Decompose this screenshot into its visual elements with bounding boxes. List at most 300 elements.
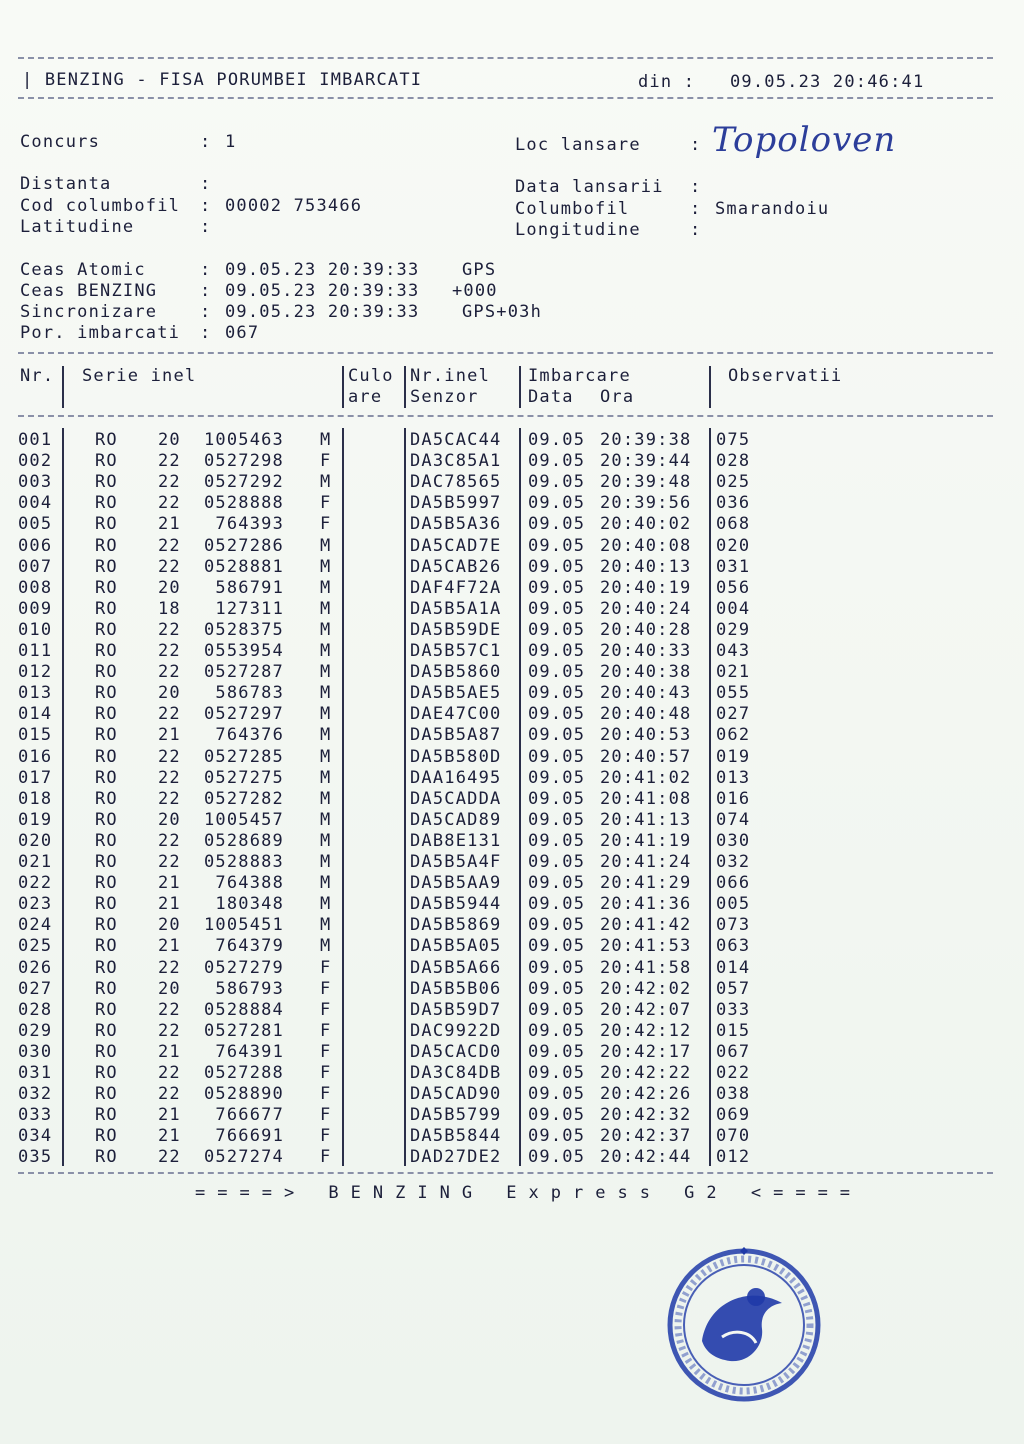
divider-top xyxy=(18,57,993,59)
sensor-ring-id: DAF4F72A xyxy=(410,577,502,598)
sex: M xyxy=(320,788,332,809)
header-culoare-1: Culo xyxy=(348,366,394,386)
table-row xyxy=(18,958,758,979)
embark-time: 20:42:37 xyxy=(600,1126,692,1147)
ceas-benzing-sep: : xyxy=(200,281,212,301)
embark-date: 09.05 xyxy=(528,451,586,472)
table-row xyxy=(18,683,758,704)
ring-number: 1005451 xyxy=(203,915,284,936)
sex: F xyxy=(320,1041,332,1062)
observation: 062 xyxy=(716,725,751,746)
sex: F xyxy=(320,1084,332,1105)
ring-year: 22 xyxy=(158,788,181,809)
embark-date: 09.05 xyxy=(528,852,586,872)
sensor-ring-id: DA5B5944 xyxy=(410,894,502,915)
ceas-atomic-label: Ceas Atomic xyxy=(20,260,146,280)
ring-number: 0528881 xyxy=(203,556,284,577)
ring-year: 21 xyxy=(158,1105,181,1126)
observation: 030 xyxy=(716,830,751,851)
observation: 063 xyxy=(716,936,751,957)
observation: 043 xyxy=(716,641,751,661)
row-nr: 005 xyxy=(18,514,53,535)
ring-number: 766691 xyxy=(215,1126,284,1147)
observation: 014 xyxy=(716,957,751,978)
sex: F xyxy=(320,1126,332,1147)
ring-number: 764391 xyxy=(215,1041,284,1062)
sensor-ring-id: DA5B5A66 xyxy=(410,957,502,978)
row-nr: 015 xyxy=(18,725,53,746)
ring-year: 20 xyxy=(158,577,181,598)
embark-time: 20:39:44 xyxy=(600,451,692,472)
header-observatii: Observatii xyxy=(728,366,843,386)
observation: 019 xyxy=(716,746,751,767)
header-sep-4 xyxy=(519,366,521,408)
embark-date: 09.05 xyxy=(528,830,586,851)
ceas-atomic-extra: GPS xyxy=(462,260,497,280)
table-row xyxy=(18,514,758,535)
embark-time: 20:41:29 xyxy=(600,873,692,894)
observation: 066 xyxy=(716,873,751,894)
table-row xyxy=(18,894,758,915)
embark-date: 09.05 xyxy=(528,915,586,936)
header-senzor: Senzor xyxy=(410,387,479,407)
embark-time: 20:41:42 xyxy=(600,915,692,936)
ring-country: RO xyxy=(95,556,118,577)
sex: M xyxy=(320,936,332,957)
porumbei-imbarcati-label: Por. imbarcati xyxy=(20,323,181,343)
ring-year: 21 xyxy=(158,873,181,894)
sensor-ring-id: DAA16495 xyxy=(410,767,502,788)
table-row xyxy=(18,599,758,620)
observation: 055 xyxy=(716,683,751,704)
ring-year: 22 xyxy=(158,1020,181,1041)
header-imbarcare: Imbarcare xyxy=(528,366,631,386)
ring-number: 0528890 xyxy=(203,1084,284,1105)
ring-country: RO xyxy=(95,852,118,872)
ring-year: 20 xyxy=(158,978,181,999)
table-row xyxy=(18,1042,758,1063)
sex: F xyxy=(320,999,332,1020)
ring-year: 21 xyxy=(158,725,181,746)
sex: F xyxy=(320,957,332,978)
sensor-ring-id: DAE47C00 xyxy=(410,704,502,725)
ring-number: 0527275 xyxy=(203,767,284,788)
ring-number: 586793 xyxy=(215,978,284,999)
observation: 020 xyxy=(716,535,751,556)
row-nr: 012 xyxy=(18,662,53,683)
embark-date: 09.05 xyxy=(528,957,586,978)
row-nr: 035 xyxy=(18,1147,53,1168)
sensor-ring-id: DA5CAC44 xyxy=(410,430,502,450)
observation: 015 xyxy=(716,1020,751,1041)
embark-date: 09.05 xyxy=(528,788,586,809)
ring-country: RO xyxy=(95,535,118,556)
observation: 022 xyxy=(716,1063,751,1083)
ring-number: 0528689 xyxy=(203,830,284,851)
ring-country: RO xyxy=(95,1147,118,1168)
sex: M xyxy=(320,619,332,640)
embark-date: 09.05 xyxy=(528,999,586,1020)
ring-year: 22 xyxy=(158,830,181,851)
embark-time: 20:42:26 xyxy=(600,1084,692,1105)
table-row xyxy=(18,810,758,831)
sex: M xyxy=(320,852,332,872)
row-nr: 023 xyxy=(18,894,53,915)
row-nr: 030 xyxy=(18,1041,53,1062)
observation: 067 xyxy=(716,1041,751,1062)
ring-year: 22 xyxy=(158,767,181,788)
loc-lansare-handwritten: Topoloven xyxy=(712,120,897,160)
sex: M xyxy=(320,830,332,851)
loc-lansare-sep: : xyxy=(690,135,702,155)
embark-date: 09.05 xyxy=(528,662,586,683)
table-row xyxy=(18,472,758,493)
ring-year: 18 xyxy=(158,598,181,619)
sensor-ring-id: DA3C84DB xyxy=(410,1063,502,1083)
sex: M xyxy=(320,535,332,556)
sex: F xyxy=(320,1063,332,1083)
sex: M xyxy=(320,430,332,450)
ring-country: RO xyxy=(95,915,118,936)
porumbei-imbarcati-sep: : xyxy=(200,323,212,343)
row-nr: 006 xyxy=(18,535,53,556)
ring-year: 22 xyxy=(158,1084,181,1105)
table-row xyxy=(18,536,758,557)
ring-year: 21 xyxy=(158,1041,181,1062)
sensor-ring-id: DAC9922D xyxy=(410,1020,502,1041)
table-row xyxy=(18,915,758,936)
embark-time: 20:40:48 xyxy=(600,704,692,725)
ring-country: RO xyxy=(95,894,118,915)
ring-number: 0527281 xyxy=(203,1020,284,1041)
row-nr: 027 xyxy=(18,978,53,999)
embark-date: 09.05 xyxy=(528,535,586,556)
sensor-ring-id: DA5B5997 xyxy=(410,493,502,514)
ring-country: RO xyxy=(95,936,118,957)
table-row xyxy=(18,725,758,746)
ring-country: RO xyxy=(95,662,118,683)
sex: M xyxy=(320,641,332,661)
row-nr: 025 xyxy=(18,936,53,957)
sensor-ring-id: DA5B5A36 xyxy=(410,514,502,535)
header-sep-1 xyxy=(62,366,64,408)
ring-country: RO xyxy=(95,493,118,514)
sensor-ring-id: DA3C85A1 xyxy=(410,451,502,472)
table-row xyxy=(18,789,758,810)
row-nr: 007 xyxy=(18,556,53,577)
observation: 025 xyxy=(716,472,751,493)
embark-date: 09.05 xyxy=(528,1126,586,1147)
embark-time: 20:41:24 xyxy=(600,852,692,872)
embark-time: 20:39:38 xyxy=(600,430,692,450)
embark-date: 09.05 xyxy=(528,514,586,535)
ring-country: RO xyxy=(95,725,118,746)
ring-country: RO xyxy=(95,746,118,767)
ring-country: RO xyxy=(95,873,118,894)
header-ora: Ora xyxy=(600,387,635,407)
ring-country: RO xyxy=(95,999,118,1020)
ring-country: RO xyxy=(95,809,118,830)
table-row xyxy=(18,979,758,1000)
embark-date: 09.05 xyxy=(528,1147,586,1168)
sensor-ring-id: DA5B580D xyxy=(410,746,502,767)
ring-number: 0527279 xyxy=(203,957,284,978)
row-nr: 032 xyxy=(18,1084,53,1105)
embark-time: 20:40:57 xyxy=(600,746,692,767)
table-row xyxy=(18,557,758,578)
sensor-ring-id: DA5B5B06 xyxy=(410,978,502,999)
table-row xyxy=(18,1000,758,1021)
sex: F xyxy=(320,1105,332,1126)
ring-country: RO xyxy=(95,641,118,661)
observation: 074 xyxy=(716,809,751,830)
sensor-ring-id: DA5B5AE5 xyxy=(410,683,502,704)
row-nr: 028 xyxy=(18,999,53,1020)
embark-time: 20:41:58 xyxy=(600,957,692,978)
embark-date: 09.05 xyxy=(528,577,586,598)
report-title: | BENZING - FISA PORUMBEI IMBARCATI xyxy=(22,70,423,90)
embark-date: 09.05 xyxy=(528,767,586,788)
observation: 031 xyxy=(716,556,751,577)
ceas-benzing-label: Ceas BENZING xyxy=(20,281,158,301)
row-nr: 014 xyxy=(18,704,53,725)
ring-year: 21 xyxy=(158,514,181,535)
header-nr-inel: Nr.inel xyxy=(410,366,491,386)
sensor-ring-id: DA5B5A87 xyxy=(410,725,502,746)
sensor-ring-id: DA5B5869 xyxy=(410,915,502,936)
row-nr: 031 xyxy=(18,1063,53,1083)
ring-country: RO xyxy=(95,788,118,809)
ceas-benzing-extra: +000 xyxy=(452,281,498,301)
ring-country: RO xyxy=(95,1020,118,1041)
ring-country: RO xyxy=(95,704,118,725)
embark-date: 09.05 xyxy=(528,619,586,640)
sex: M xyxy=(320,704,332,725)
embark-time: 20:40:28 xyxy=(600,619,692,640)
ring-country: RO xyxy=(95,451,118,472)
sex: M xyxy=(320,662,332,683)
sensor-ring-id: DA5CACD0 xyxy=(410,1041,502,1062)
ring-number: 0527287 xyxy=(203,662,284,683)
header-sep-2 xyxy=(342,366,344,408)
ring-year: 22 xyxy=(158,619,181,640)
observation: 075 xyxy=(716,430,751,450)
ring-year: 22 xyxy=(158,704,181,725)
sex: M xyxy=(320,767,332,788)
observation: 057 xyxy=(716,978,751,999)
row-nr: 033 xyxy=(18,1105,53,1126)
ring-number: 0528883 xyxy=(203,852,284,872)
row-nr: 022 xyxy=(18,873,53,894)
embark-time: 20:42:07 xyxy=(600,999,692,1020)
sensor-ring-id: DAC78565 xyxy=(410,472,502,493)
longitudine-label: Longitudine xyxy=(515,220,641,240)
sex: M xyxy=(320,873,332,894)
ring-year: 22 xyxy=(158,1063,181,1083)
table-row xyxy=(18,768,758,789)
ring-year: 21 xyxy=(158,894,181,915)
table-row xyxy=(18,1147,758,1168)
columbofil-value: Smarandoiu xyxy=(715,199,830,219)
divider-header xyxy=(18,97,993,99)
observation: 021 xyxy=(716,662,751,683)
embark-time: 20:40:13 xyxy=(600,556,692,577)
embark-date: 09.05 xyxy=(528,1041,586,1062)
embark-date: 09.05 xyxy=(528,978,586,999)
table-row xyxy=(18,704,758,725)
header-sep-3 xyxy=(404,366,406,408)
ring-number: 0527297 xyxy=(203,704,284,725)
sensor-ring-id: DA5CAD89 xyxy=(410,809,502,830)
row-nr: 013 xyxy=(18,683,53,704)
row-nr: 026 xyxy=(18,957,53,978)
ring-country: RO xyxy=(95,1063,118,1083)
row-nr: 021 xyxy=(18,852,53,872)
table-row xyxy=(18,852,758,873)
ring-number: 0528884 xyxy=(203,999,284,1020)
ring-number: 586791 xyxy=(215,577,284,598)
ring-number: 764388 xyxy=(215,873,284,894)
sex: F xyxy=(320,451,332,472)
observation: 033 xyxy=(716,999,751,1020)
sensor-ring-id: DAB8E131 xyxy=(410,830,502,851)
sensor-ring-id: DA5B5A05 xyxy=(410,936,502,957)
ring-year: 20 xyxy=(158,915,181,936)
table-row xyxy=(18,662,758,683)
embark-time: 20:42:22 xyxy=(600,1063,692,1083)
ring-number: 0527292 xyxy=(203,472,284,493)
row-nr: 008 xyxy=(18,577,53,598)
sex: M xyxy=(320,472,332,493)
table-row xyxy=(18,873,758,894)
ceas-atomic-value: 09.05.23 20:39:33 xyxy=(225,260,420,280)
embark-time: 20:39:56 xyxy=(600,493,692,514)
sex: M xyxy=(320,809,332,830)
sensor-ring-id: DA5CAB26 xyxy=(410,556,502,577)
latitudine-label: Latitudine xyxy=(20,217,135,237)
federation-stamp xyxy=(664,1245,824,1405)
cod-columbofil-value: 00002 753466 xyxy=(225,196,363,216)
sensor-ring-id: DA5B5AA9 xyxy=(410,873,502,894)
observation: 069 xyxy=(716,1105,751,1126)
embark-time: 20:41:19 xyxy=(600,830,692,851)
ring-country: RO xyxy=(95,1105,118,1126)
longitudine-sep: : xyxy=(690,220,702,240)
embark-time: 20:42:12 xyxy=(600,1020,692,1041)
ring-number: 766677 xyxy=(215,1105,284,1126)
row-nr: 029 xyxy=(18,1020,53,1041)
sensor-ring-id: DA5B57C1 xyxy=(410,641,502,661)
table-row xyxy=(18,641,758,662)
row-nr: 010 xyxy=(18,619,53,640)
sex: M xyxy=(320,725,332,746)
ring-number: 0527286 xyxy=(203,535,284,556)
table-row xyxy=(18,1021,758,1042)
observation: 068 xyxy=(716,514,751,535)
ring-year: 22 xyxy=(158,662,181,683)
sensor-ring-id: DA5B59D7 xyxy=(410,999,502,1020)
sensor-ring-id: DA5B5A4F xyxy=(410,852,502,872)
sincronizare-sep: : xyxy=(200,302,212,322)
row-nr: 011 xyxy=(18,641,53,661)
sex: M xyxy=(320,598,332,619)
din-value: 09.05.23 20:46:41 xyxy=(730,72,925,92)
ring-number: 0527282 xyxy=(203,788,284,809)
ring-year: 22 xyxy=(158,493,181,514)
table-row xyxy=(18,1126,758,1147)
row-nr: 002 xyxy=(18,451,53,472)
table-row xyxy=(18,1084,758,1105)
row-nr: 034 xyxy=(18,1126,53,1147)
sex: M xyxy=(320,556,332,577)
ring-year: 20 xyxy=(158,683,181,704)
ring-number: 764393 xyxy=(215,514,284,535)
ring-number: 764379 xyxy=(215,936,284,957)
observation: 013 xyxy=(716,767,751,788)
table-row xyxy=(18,578,758,599)
concurs-sep: : xyxy=(200,132,212,152)
embark-date: 09.05 xyxy=(528,894,586,915)
ring-country: RO xyxy=(95,978,118,999)
sensor-ring-id: DA5B5A1A xyxy=(410,598,502,619)
ring-country: RO xyxy=(95,830,118,851)
observation: 029 xyxy=(716,619,751,640)
distanta-sep: : xyxy=(200,174,212,194)
embark-time: 20:40:19 xyxy=(600,577,692,598)
ring-number: 0528888 xyxy=(203,493,284,514)
embark-time: 20:42:44 xyxy=(600,1147,692,1168)
ring-number: 180348 xyxy=(215,894,284,915)
ring-number: 1005463 xyxy=(203,430,284,450)
sensor-ring-id: DA5B5799 xyxy=(410,1105,502,1126)
table-row xyxy=(18,430,758,451)
ring-number: 0553954 xyxy=(203,641,284,661)
ring-year: 22 xyxy=(158,472,181,493)
ring-country: RO xyxy=(95,683,118,704)
sex: M xyxy=(320,894,332,915)
embark-time: 20:41:08 xyxy=(600,788,692,809)
columbofil-sep: : xyxy=(690,199,702,219)
embark-date: 09.05 xyxy=(528,493,586,514)
divider-table-top xyxy=(18,352,993,354)
ring-number: 0527298 xyxy=(203,451,284,472)
embark-time: 20:40:38 xyxy=(600,662,692,683)
row-nr: 016 xyxy=(18,746,53,767)
ring-number: 0527285 xyxy=(203,746,284,767)
table-row xyxy=(18,493,758,514)
observation: 004 xyxy=(716,598,751,619)
observation: 032 xyxy=(716,852,751,872)
row-nr: 004 xyxy=(18,493,53,514)
embark-date: 09.05 xyxy=(528,936,586,957)
header-culoare-2: are xyxy=(348,387,383,407)
sensor-ring-id: DA5CAD7E xyxy=(410,535,502,556)
embark-time: 20:40:53 xyxy=(600,725,692,746)
sex: M xyxy=(320,915,332,936)
table-row xyxy=(18,747,758,768)
table-row xyxy=(18,1105,758,1126)
ring-country: RO xyxy=(95,1084,118,1105)
embark-time: 20:39:48 xyxy=(600,472,692,493)
ring-year: 22 xyxy=(158,451,181,472)
embark-date: 09.05 xyxy=(528,472,586,493)
embark-time: 20:41:53 xyxy=(600,936,692,957)
ring-country: RO xyxy=(95,957,118,978)
observation: 028 xyxy=(716,451,751,472)
observation: 056 xyxy=(716,577,751,598)
embark-time: 20:41:02 xyxy=(600,767,692,788)
footer-device-name: ====> BENZING Express G2 <==== xyxy=(195,1183,863,1203)
